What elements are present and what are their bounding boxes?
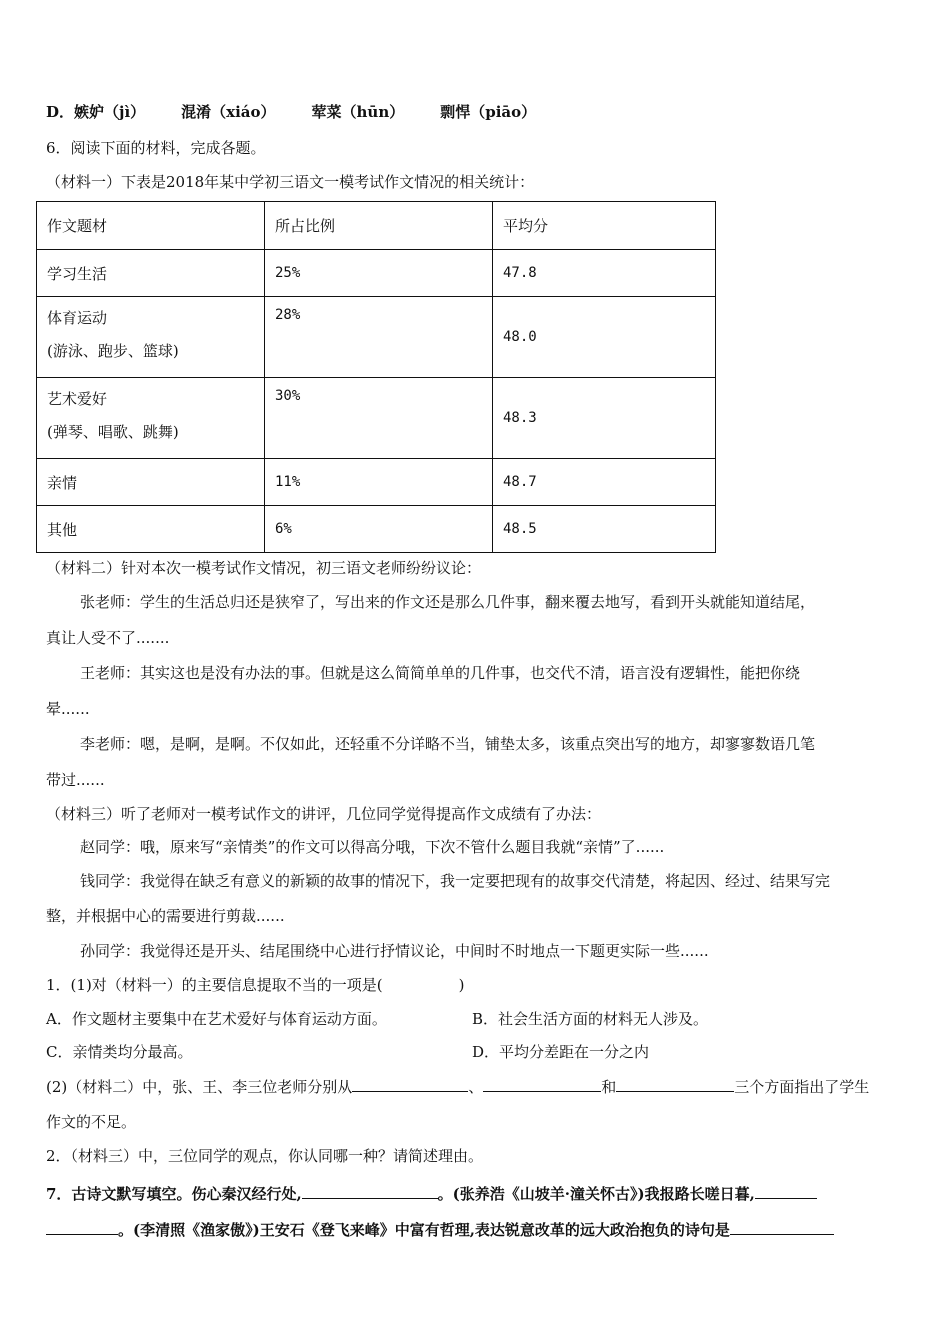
table-cell-ratio: 11% [265, 459, 493, 506]
material2-intro: （材料二）针对本次一模考试作文情况，初三语文老师纷纷议论： [46, 559, 482, 577]
table-header-avg: 平均分 [493, 202, 716, 250]
table-header-topic: 作文题材 [37, 202, 265, 250]
table-topic-sub: (游泳、跑步、篮球) [47, 342, 179, 360]
table-cell-ratio: 25% [265, 250, 493, 297]
teacher-zhang-line1: 张老师：学生的生活总归还是狭窄了，写出来的作文还是那么几件事，翻来覆去地写，看到开头就能知道结尾， [80, 593, 816, 611]
student-sun: 孙同学：我觉得还是开头、结尾围绕中心进行抒情议论，中间时不时地点一下题更实际一些...... [80, 942, 709, 960]
table-cell-avg: 48.7 [493, 459, 716, 506]
subquestion-1-1-text: 1．(1)对（材料一）的主要信息提取不当的一项是( [46, 976, 383, 994]
teacher-li-line2: 带过...... [46, 771, 105, 789]
stats-table [36, 201, 716, 553]
q6-prompt: 6．阅读下面的材料，完成各题。 [46, 139, 266, 157]
table-cell-avg: 48.0 [493, 297, 716, 378]
option-d-item-3: 荤菜（hūn） [311, 103, 405, 121]
table-cell-avg: 48.3 [493, 378, 716, 459]
answer-blank-5[interactable] [755, 1182, 817, 1199]
option-d-item-1: 嫉妒（jì） [74, 103, 146, 121]
teacher-wang-line1: 王老师：其实这也是没有办法的事。但就是这么简简单单的几件事，也交代不清，语言没有逻辑性，能把你绕 [80, 664, 801, 682]
student-qian-line2: 整，并根据中心的需要进行剪裁...... [46, 907, 285, 925]
table-cell-topic: 其他 [37, 506, 265, 553]
teacher-li-line1: 李老师：嗯，是啊，是啊。不仅如此，还轻重不分详略不当，铺垫太多，该重点突出写的地方，却寥寥数语几笔 [80, 735, 816, 753]
table-topic-main: 体育运动 [47, 309, 108, 327]
student-zhao: 赵同学：哦，原来写“亲情类”的作文可以得高分哦，下次不管什么题目我就“亲情”了...... [80, 838, 665, 856]
separator-2: 和 [601, 1078, 617, 1096]
q7-line1 [46, 1182, 817, 1204]
q7-line2-text: 。(李清照《渔家傲》)王安石《登飞来峰》中富有哲理,表达锐意改革的远大政治抱负的诗句是 [118, 1221, 730, 1239]
table-header-ratio: 所占比例 [265, 202, 493, 250]
q7-line1-text-a: 7．古诗文默写填空。伤心秦汉经行处, [46, 1185, 302, 1203]
q7-line1-text-b: 。(张养浩《山坡羊·潼关怀古》)我报路长嗟日暮, [437, 1185, 755, 1203]
table-cell-ratio: 28% [265, 297, 493, 378]
answer-blank-2[interactable] [483, 1075, 601, 1092]
table-cell-topic: 亲情 [37, 459, 265, 506]
table-row [37, 506, 716, 553]
table-cell-topic [37, 378, 265, 459]
choice-d: D．平均分差距在一分之内 [472, 1043, 650, 1061]
table-row [37, 250, 716, 297]
table-cell-ratio: 6% [265, 506, 493, 553]
table-row [37, 459, 716, 506]
q7-line2 [46, 1218, 834, 1240]
table-header-row [37, 202, 716, 250]
answer-blank-4[interactable] [302, 1182, 438, 1199]
teacher-zhang-line2: 真让人受不了....... [46, 629, 170, 647]
option-d-item-4: 剽悍（piāo） [440, 103, 537, 121]
table-row [37, 297, 716, 378]
table-topic-main: 艺术爱好 [47, 390, 108, 408]
subquestion-1-1 [46, 975, 465, 995]
separator-1: 、 [468, 1078, 484, 1096]
table-topic-sub: (弹琴、唱歌、跳舞) [47, 423, 179, 441]
answer-blank-3[interactable] [616, 1075, 734, 1092]
option-d-label: D． [46, 103, 75, 121]
choice-b: B．社会生活方面的材料无人涉及。 [472, 1010, 709, 1028]
answer-blank-1[interactable] [352, 1075, 468, 1092]
table-cell-topic: 学习生活 [37, 250, 265, 297]
option-d-line [46, 102, 572, 122]
teacher-wang-line2: 晕...... [46, 700, 90, 718]
student-qian-line1: 钱同学：我觉得在缺乏有意义的新颖的故事的情况下，我一定要把现有的故事交代清楚，将起因、经过、结果写完 [80, 872, 831, 890]
choice-c: C．亲情类均分最高。 [46, 1043, 193, 1061]
subquestion-1-1-close: ) [458, 976, 465, 994]
material3-intro: （材料三）听了老师对一模考试作文的讲评，几位同学觉得提高作文成绩有了办法： [46, 805, 602, 823]
choice-a: A．作文题材主要集中在艺术爱好与体育运动方面。 [46, 1010, 387, 1028]
subquestion-1-2 [46, 1075, 869, 1097]
subquestion-1-2-tail: 三个方面指出了学生 [734, 1078, 870, 1096]
table-row [37, 378, 716, 459]
table-cell-avg: 47.8 [493, 250, 716, 297]
table-cell-topic [37, 297, 265, 378]
answer-blank-6[interactable] [46, 1218, 118, 1235]
table-cell-avg: 48.5 [493, 506, 716, 553]
subquestion-1-2-cont: 作文的不足。 [46, 1113, 137, 1131]
answer-blank-7[interactable] [730, 1218, 834, 1235]
subquestion-2: 2．（材料三）中，三位同学的观点，你认同哪一种？请简述理由。 [46, 1147, 484, 1165]
table-cell-ratio: 30% [265, 378, 493, 459]
material1-intro: （材料一）下表是2018年某中学初三语文一模考试作文情况的相关统计： [46, 173, 535, 191]
subquestion-1-2-text: (2)（材料二）中，张、王、李三位老师分别从 [46, 1078, 353, 1096]
option-d-item-2: 混淆（xiáo） [181, 103, 276, 121]
